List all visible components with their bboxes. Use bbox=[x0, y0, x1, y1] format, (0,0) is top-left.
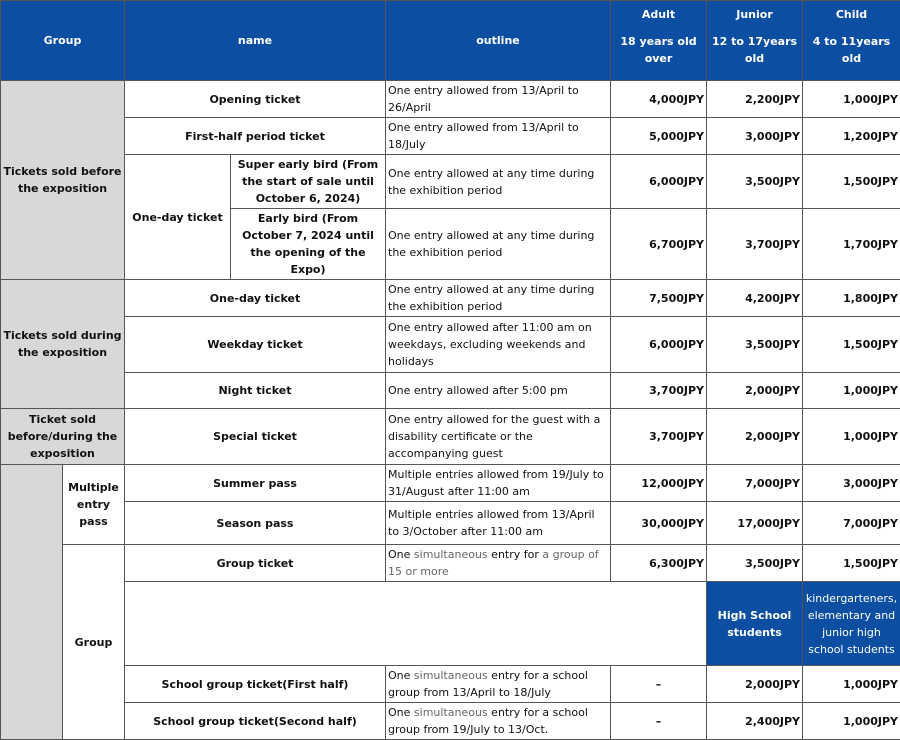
row-name: Weekday ticket bbox=[125, 317, 386, 373]
price-child: 3,000JPY bbox=[803, 465, 900, 502]
price-junior: 3,500JPY bbox=[707, 317, 803, 373]
row-name: Super early bird (From the start of sale until October 6, 2024) bbox=[231, 155, 386, 209]
group-during: Tickets sold during the exposition bbox=[1, 280, 125, 409]
row-name: Opening ticket bbox=[125, 81, 386, 118]
outline-part: simultaneous bbox=[414, 548, 488, 561]
header-adult-age: 18 years old over bbox=[613, 33, 704, 67]
row-outline: One entry allowed at any time during the exhibition period bbox=[386, 209, 611, 280]
table-row bbox=[1, 373, 900, 409]
price-junior: 3,500JPY bbox=[707, 545, 803, 582]
table-row bbox=[1, 545, 900, 582]
outline-part: simultaneous bbox=[414, 669, 488, 682]
header-junior bbox=[707, 1, 803, 81]
header-junior-age: 12 to 17years old bbox=[709, 33, 800, 67]
price-adult: 3,700JPY bbox=[611, 373, 707, 409]
price-child: 1,500JPY bbox=[803, 155, 900, 209]
price-junior: 2,000JPY bbox=[707, 666, 803, 703]
group-multiple-entry: Multiple entry pass bbox=[63, 465, 125, 545]
row-name: Summer pass bbox=[125, 465, 386, 502]
table-row bbox=[1, 118, 900, 155]
table-row bbox=[1, 317, 900, 373]
school-header-junior: High School students bbox=[707, 582, 803, 666]
outline-part: One bbox=[388, 669, 410, 682]
price-child: 1,500JPY bbox=[803, 545, 900, 582]
price-junior: 3,000JPY bbox=[707, 118, 803, 155]
row-name: One-day ticket bbox=[125, 280, 386, 317]
price-adult: – bbox=[611, 666, 707, 703]
price-child: 1,800JPY bbox=[803, 280, 900, 317]
outline-part: One bbox=[388, 548, 410, 561]
row-name: Group ticket bbox=[125, 545, 386, 582]
group-before: Tickets sold before the exposition bbox=[1, 81, 125, 280]
price-child: 1,000JPY bbox=[803, 703, 900, 740]
group-group: Group bbox=[63, 545, 125, 740]
table-row bbox=[1, 703, 900, 740]
price-junior: 2,000JPY bbox=[707, 373, 803, 409]
table-row bbox=[1, 502, 900, 545]
outline-part: One bbox=[388, 706, 410, 719]
row-name: Night ticket bbox=[125, 373, 386, 409]
header-name: name bbox=[125, 1, 386, 81]
table-row bbox=[1, 582, 900, 666]
row-outline: One entry allowed after 11:00 am on weekdays, excluding weekends and holidays bbox=[386, 317, 611, 373]
price-adult: 7,500JPY bbox=[611, 280, 707, 317]
header-child bbox=[803, 1, 900, 81]
price-adult: 6,000JPY bbox=[611, 317, 707, 373]
header-outline: outline bbox=[386, 1, 611, 81]
price-child: 1,500JPY bbox=[803, 317, 900, 373]
table-row bbox=[1, 155, 900, 209]
table-row bbox=[1, 81, 900, 118]
table-row bbox=[1, 666, 900, 703]
header-adult-title: Adult bbox=[613, 6, 704, 23]
price-child: 1,700JPY bbox=[803, 209, 900, 280]
row-outline bbox=[386, 545, 611, 582]
row-name: Season pass bbox=[125, 502, 386, 545]
price-child: 1,000JPY bbox=[803, 409, 900, 465]
price-adult: 30,000JPY bbox=[611, 502, 707, 545]
price-adult: 6,000JPY bbox=[611, 155, 707, 209]
price-adult: 3,700JPY bbox=[611, 409, 707, 465]
price-adult: 5,000JPY bbox=[611, 118, 707, 155]
table-row bbox=[1, 409, 900, 465]
header-child-title: Child bbox=[805, 6, 898, 23]
header-child-age: 4 to 11years old bbox=[805, 33, 898, 67]
price-adult: – bbox=[611, 703, 707, 740]
row-name: First-half period ticket bbox=[125, 118, 386, 155]
row-outline: Multiple entries allowed from 19/July to 31/August after 11:00 am bbox=[386, 465, 611, 502]
header-group: Group bbox=[1, 1, 125, 81]
one-day-ticket-label: One-day ticket bbox=[125, 155, 231, 280]
price-child: 7,000JPY bbox=[803, 502, 900, 545]
row-outline: One entry allowed at any time during the exhibition period bbox=[386, 280, 611, 317]
price-junior: 4,200JPY bbox=[707, 280, 803, 317]
price-adult: 4,000JPY bbox=[611, 81, 707, 118]
row-outline bbox=[386, 703, 611, 740]
price-child: 1,000JPY bbox=[803, 666, 900, 703]
header-adult bbox=[611, 1, 707, 81]
row-outline: One entry allowed for the guest with a disability certificate or the accompanying guest bbox=[386, 409, 611, 465]
row-outline: One entry allowed from 13/April to 18/July bbox=[386, 118, 611, 155]
school-header-child: kindergarteners, elementary and junior high school students bbox=[803, 582, 900, 666]
outline-part: a group of 15 or more bbox=[388, 548, 599, 578]
header-junior-title: Junior bbox=[709, 6, 800, 23]
row-outline: Multiple entries allowed from 13/April to 3/October after 11:00 am bbox=[386, 502, 611, 545]
row-name: Special ticket bbox=[125, 409, 386, 465]
table-row bbox=[1, 280, 900, 317]
price-junior: 3,500JPY bbox=[707, 155, 803, 209]
price-child: 1,000JPY bbox=[803, 373, 900, 409]
price-child: 1,000JPY bbox=[803, 81, 900, 118]
price-junior: 3,700JPY bbox=[707, 209, 803, 280]
price-adult: 12,000JPY bbox=[611, 465, 707, 502]
price-junior: 2,200JPY bbox=[707, 81, 803, 118]
outline-part: simultaneous bbox=[414, 706, 488, 719]
row-outline bbox=[386, 666, 611, 703]
row-outline: One entry allowed at any time during the exhibition period bbox=[386, 155, 611, 209]
price-adult: 6,700JPY bbox=[611, 209, 707, 280]
price-adult: 6,300JPY bbox=[611, 545, 707, 582]
group-before-during: Ticket sold before/during the exposition bbox=[1, 409, 125, 465]
empty-cell bbox=[125, 582, 707, 666]
outline-part: entry for a school group from 13/April to 18/July bbox=[388, 669, 588, 699]
row-name: Early bird (From October 7, 2024 until the opening of the Expo) bbox=[231, 209, 386, 280]
price-child: 1,200JPY bbox=[803, 118, 900, 155]
price-junior: 2,400JPY bbox=[707, 703, 803, 740]
row-name: School group ticket(Second half) bbox=[125, 703, 386, 740]
price-junior: 7,000JPY bbox=[707, 465, 803, 502]
price-junior: 2,000JPY bbox=[707, 409, 803, 465]
row-name: School group ticket(First half) bbox=[125, 666, 386, 703]
row-outline: One entry allowed from 13/April to 26/April bbox=[386, 81, 611, 118]
outline-part: entry for bbox=[491, 548, 539, 561]
price-junior: 17,000JPY bbox=[707, 502, 803, 545]
header-row bbox=[1, 1, 900, 81]
row-outline: One entry allowed after 5:00 pm bbox=[386, 373, 611, 409]
table-row bbox=[1, 465, 900, 502]
outline-part: entry for a school group from 19/July to 13/Oct. bbox=[388, 706, 588, 736]
group-before-during-spacer bbox=[1, 465, 63, 740]
